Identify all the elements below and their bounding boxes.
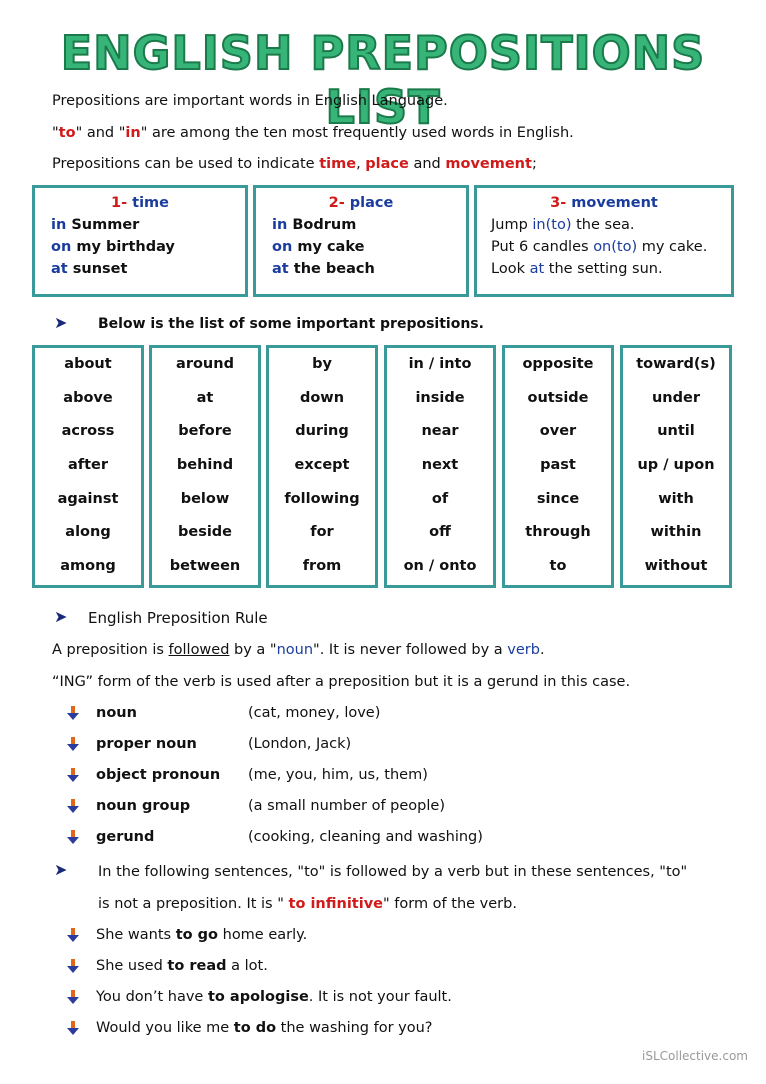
preposition-word: by — [312, 356, 332, 372]
preposition-word: past — [540, 457, 576, 474]
keyword-noun: noun — [276, 642, 314, 658]
rule-heading: English Preposition Rule — [88, 609, 268, 627]
preposition-word: at — [196, 389, 214, 406]
preposition-word: before — [178, 423, 232, 440]
rule-emphasis: followed — [168, 642, 230, 658]
rule-term: noun group — [96, 798, 191, 814]
preposition-word: behind — [176, 457, 234, 474]
intro-text: " are among the ten most frequently used words in English. — [140, 125, 574, 141]
preposition-word: to — [549, 558, 567, 575]
preposition-word: over — [539, 423, 577, 440]
preposition-word: toward(s) — [636, 356, 716, 372]
preposition-word: about — [64, 356, 112, 372]
preposition-column — [266, 345, 378, 588]
example-row — [491, 217, 731, 233]
infinitive-line-2 — [98, 896, 517, 912]
sentence-text: . It is not your fault. — [308, 989, 452, 1005]
example-preposition: in(to) — [532, 217, 572, 233]
infinitive-text: is not a preposition. It is " — [98, 896, 289, 912]
example-text: my cake — [292, 239, 365, 255]
category-number: 1- — [110, 195, 133, 211]
keyword-movement: movement — [445, 156, 532, 172]
example-row — [491, 261, 731, 277]
keyword-verb: verb — [507, 642, 540, 658]
example-preposition: on(to) — [593, 239, 638, 255]
quote: " and " — [75, 125, 126, 141]
down-arrow-bullet-icon — [66, 1021, 80, 1035]
rule-term: gerund — [96, 829, 155, 845]
keyword-to-infinitive: to infinitive — [288, 896, 383, 912]
preposition-word: except — [294, 457, 350, 474]
preposition-word: with — [658, 490, 694, 507]
preposition-word: of — [431, 490, 449, 507]
arrowhead-icon: ➤ — [54, 313, 68, 332]
example-preposition: in — [272, 217, 288, 233]
example-text: Look — [491, 261, 530, 277]
sentence-text: a lot. — [226, 958, 268, 974]
example-row — [51, 217, 245, 233]
preposition-word: down — [299, 389, 345, 406]
category-heading — [35, 195, 245, 211]
page-title: ENGLISH PREPOSITIONS LIST — [60, 26, 706, 134]
rule-term: proper noun — [96, 736, 197, 752]
rule-example: (London, Jack) — [248, 736, 352, 752]
rule-example: (cooking, cleaning and washing) — [248, 829, 483, 845]
category-box-time — [32, 185, 248, 297]
arrowhead-icon: ➤ — [54, 860, 68, 879]
preposition-word: up / upon — [637, 457, 715, 474]
intro-text: Prepositions can be used to indicate — [52, 156, 320, 172]
category-label: movement — [571, 195, 658, 211]
preposition-word: since — [536, 490, 580, 507]
example-preposition: in — [51, 217, 67, 233]
preposition-word: under — [651, 389, 700, 406]
example-text: Put 6 candles — [491, 239, 594, 255]
preposition-column — [502, 345, 614, 588]
category-box-movement — [474, 185, 734, 297]
example-text: Jump — [491, 217, 533, 233]
down-arrow-bullet-icon — [66, 799, 80, 813]
arrowhead-icon: ➤ — [54, 607, 68, 626]
preposition-word: off — [429, 524, 451, 541]
preposition-word: after — [67, 457, 108, 474]
category-label: time — [132, 195, 169, 211]
preposition-word: above — [63, 389, 113, 406]
example-row — [491, 239, 731, 255]
preposition-word: near — [421, 423, 459, 440]
category-number: 3- — [550, 195, 572, 211]
category-box-place — [253, 185, 469, 297]
down-arrow-bullet-icon — [66, 959, 80, 973]
keyword-in: in — [125, 125, 141, 141]
preposition-word: beside — [177, 524, 233, 541]
preposition-column — [32, 345, 144, 588]
rule-item — [66, 798, 445, 814]
preposition-word: through — [525, 524, 591, 541]
rule-item — [66, 829, 483, 845]
sentence-infinitive: to apologise — [207, 989, 309, 1005]
sentence-text: home early. — [218, 927, 308, 943]
example-row — [51, 261, 245, 277]
example-sentence — [66, 927, 307, 943]
preposition-column — [620, 345, 732, 588]
example-sentence — [66, 989, 452, 1005]
preposition-word: until — [657, 423, 695, 440]
example-text: sunset — [67, 261, 128, 277]
rule-text: by a " — [229, 642, 277, 658]
down-arrow-bullet-icon — [66, 830, 80, 844]
preposition-word: from — [302, 558, 342, 575]
example-text: the beach — [288, 261, 375, 277]
preposition-word: within — [650, 524, 702, 541]
separator: , — [356, 156, 366, 172]
rule-example: (cat, money, love) — [248, 705, 381, 721]
preposition-word: against — [57, 490, 119, 507]
example-text: my birthday — [71, 239, 175, 255]
separator: and — [408, 156, 446, 172]
preposition-word: opposite — [522, 356, 594, 372]
intro-text: Prepositions are important words in English Language. — [52, 93, 448, 109]
quote: " — [52, 125, 59, 141]
down-arrow-bullet-icon — [66, 706, 80, 720]
sentence-infinitive: to go — [175, 927, 219, 943]
preposition-word: next — [421, 457, 459, 474]
preposition-word: across — [61, 423, 115, 440]
category-heading — [477, 195, 731, 211]
rule-example: (a small number of people) — [248, 798, 445, 814]
rule-item — [66, 767, 428, 783]
example-text: Bodrum — [287, 217, 357, 233]
example-row — [272, 261, 466, 277]
example-preposition: at — [51, 261, 68, 277]
example-text: the setting sun. — [544, 261, 663, 277]
preposition-word: between — [169, 558, 241, 575]
rule-text: A preposition is — [52, 642, 169, 658]
preposition-word: among — [60, 558, 116, 575]
sentence-infinitive: to do — [233, 1020, 277, 1036]
example-preposition: at — [529, 261, 545, 277]
preposition-word: following — [284, 490, 360, 507]
preposition-word: outside — [527, 389, 589, 406]
list-intro: Below is the list of some important prepositions. — [98, 316, 484, 332]
down-arrow-bullet-icon — [66, 928, 80, 942]
preposition-word: below — [180, 490, 230, 507]
rule-example: (me, you, him, us, them) — [248, 767, 428, 783]
intro-line-1 — [52, 93, 448, 109]
preposition-word: during — [295, 423, 349, 440]
preposition-word: in / into — [408, 356, 472, 372]
rule-item — [66, 705, 380, 721]
keyword-time: time — [319, 156, 357, 172]
rule-text: . — [539, 642, 545, 658]
preposition-column — [149, 345, 261, 588]
infinitive-line-1: In the following sentences, "to" is followed by a verb but in these sentences, "to" — [98, 864, 688, 880]
watermark: iSLCollective.com — [642, 1049, 748, 1063]
example-preposition: at — [272, 261, 289, 277]
infinitive-text: " form of the verb. — [382, 896, 517, 912]
preposition-word: without — [644, 558, 708, 575]
example-text: my cake. — [637, 239, 708, 255]
intro-line-3 — [52, 156, 537, 172]
down-arrow-bullet-icon — [66, 990, 80, 1004]
keyword-place: place — [365, 156, 409, 172]
keyword-to: to — [58, 125, 76, 141]
preposition-column — [384, 345, 496, 588]
intro-line-2 — [52, 125, 574, 141]
rule-text: ". It is never followed by a — [313, 642, 508, 658]
sentence-text: She wants — [96, 927, 176, 943]
example-sentence — [66, 958, 268, 974]
down-arrow-bullet-icon — [66, 737, 80, 751]
category-heading — [256, 195, 466, 211]
down-arrow-bullet-icon — [66, 768, 80, 782]
sentence-text: the washing for you? — [276, 1020, 433, 1036]
rule-term: noun — [96, 705, 137, 721]
category-label: place — [349, 195, 394, 211]
example-row — [272, 217, 466, 233]
preposition-word: around — [176, 356, 234, 372]
rule-line-2: “ING” form of the verb is used after a preposition but it is a gerund in this case. — [52, 674, 631, 690]
example-sentence — [66, 1020, 432, 1036]
preposition-word: along — [65, 524, 111, 541]
preposition-word: inside — [415, 389, 465, 406]
example-text: the sea. — [571, 217, 635, 233]
category-number: 2- — [328, 195, 350, 211]
example-text: Summer — [66, 217, 140, 233]
preposition-word: on / onto — [403, 558, 477, 575]
rule-line-1 — [52, 642, 545, 658]
example-row — [272, 239, 466, 255]
example-preposition: on — [272, 239, 293, 255]
separator: ; — [531, 156, 537, 172]
rule-item — [66, 736, 351, 752]
example-preposition: on — [51, 239, 72, 255]
preposition-word: for — [310, 524, 334, 541]
sentence-text: She used — [96, 958, 168, 974]
sentence-text: Would you like me — [96, 1020, 234, 1036]
rule-term: object pronoun — [96, 767, 221, 783]
example-row — [51, 239, 245, 255]
sentence-infinitive: to read — [167, 958, 227, 974]
sentence-text: You don’t have — [96, 989, 208, 1005]
